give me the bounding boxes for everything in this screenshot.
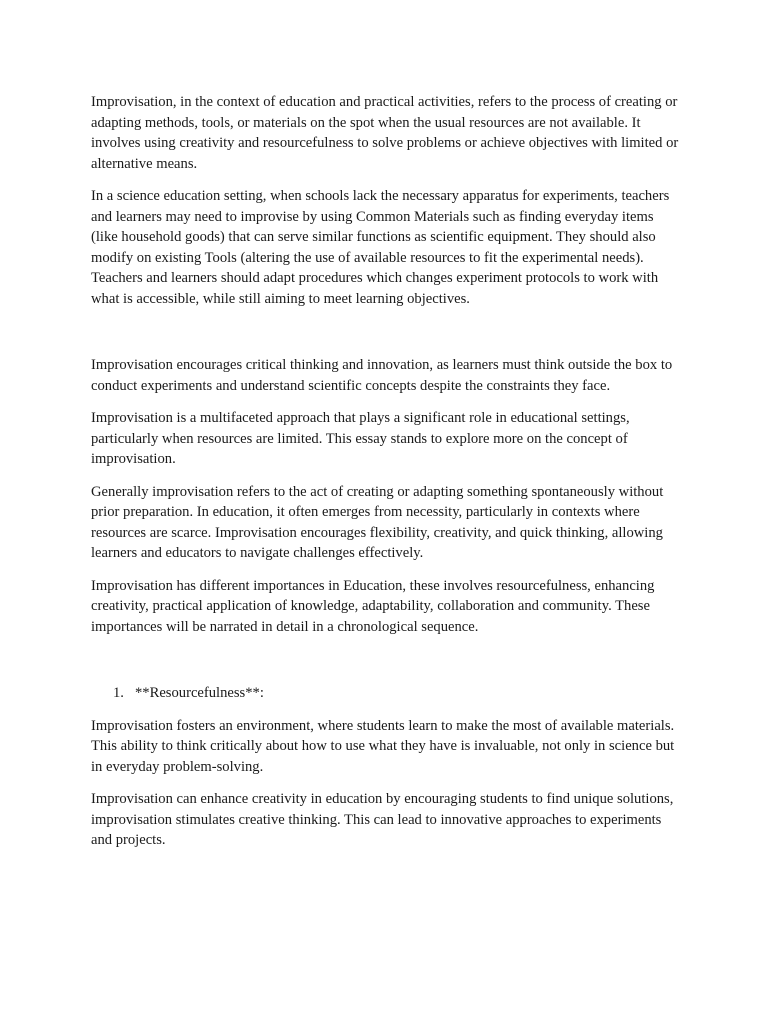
list-item	[91, 683, 683, 704]
blank-line	[91, 321, 683, 355]
paragraph-general-definition: Generally improvisation refers to the act of creating or adapting something spontaneously without prior preparation. In education, it often emerges from necessity, particularly in contexts where resources are scarce. Improvisation encourages flexibility, creativity, and quick thinking, allowing learners and educators to navigate challenges effectively.	[91, 483, 664, 561]
paragraph-definition: Improvisation, in the context of education and practical activities, refers to the process of creating or adapting methods, tools, or materials on the spot when the usual resources are not available. It involves using creativity and resourcefulness to solve problems or achieve objectives with limited or alternative means.	[91, 94, 679, 172]
list-item-number: 1.	[113, 685, 124, 701]
paragraph-science-setting: In a science education setting, when schools lack the necessary apparatus for experiments, teachers and learners may need to improvise by using Common Materials such as finding everyday items (like household goods) that can serve similar functions as scientific equipment. They should also modify on existing Tools (altering the use of available resources to fit the experimental needs). Teachers and learners should adapt procedures which changes experiment protocols to work with what is accessible, while still aiming to meet learning objectives.	[91, 188, 670, 307]
paragraph-multifaceted: Improvisation is a multifaceted approach that plays a significant role in educational settings, particularly when resources are limited. This essay stands to explore more on the concept of improvisation.	[91, 410, 630, 467]
paragraph-importances: Improvisation has different importances in Education, these involves resourcefulness, enhancing creativity, practical application of knowledge, adaptability, collaboration and community. These importances will be narrated in detail in a chronological sequence.	[91, 577, 655, 635]
list-item-text: **Resourcefulness**:	[135, 685, 264, 701]
document-body	[91, 92, 683, 863]
paragraph-creativity: Improvisation can enhance creativity in education by encouraging students to find unique solutions, improvisation stimulates creative thinking. This can lead to innovative approaches to experiments and projects.	[91, 791, 674, 848]
numbered-list	[91, 683, 683, 704]
paragraph-resourcefulness: Improvisation fosters an environment, where students learn to make the most of available materials. This ability to think critically about how to use what they have is invaluable, not only in science but in everyday problem-solving.	[91, 717, 675, 775]
blank-line	[91, 649, 683, 683]
paragraph-critical-thinking: Improvisation encourages critical thinking and innovation, as learners must think outside the box to conduct experiments and understand scientific concepts despite the constraints they face.	[91, 357, 673, 394]
